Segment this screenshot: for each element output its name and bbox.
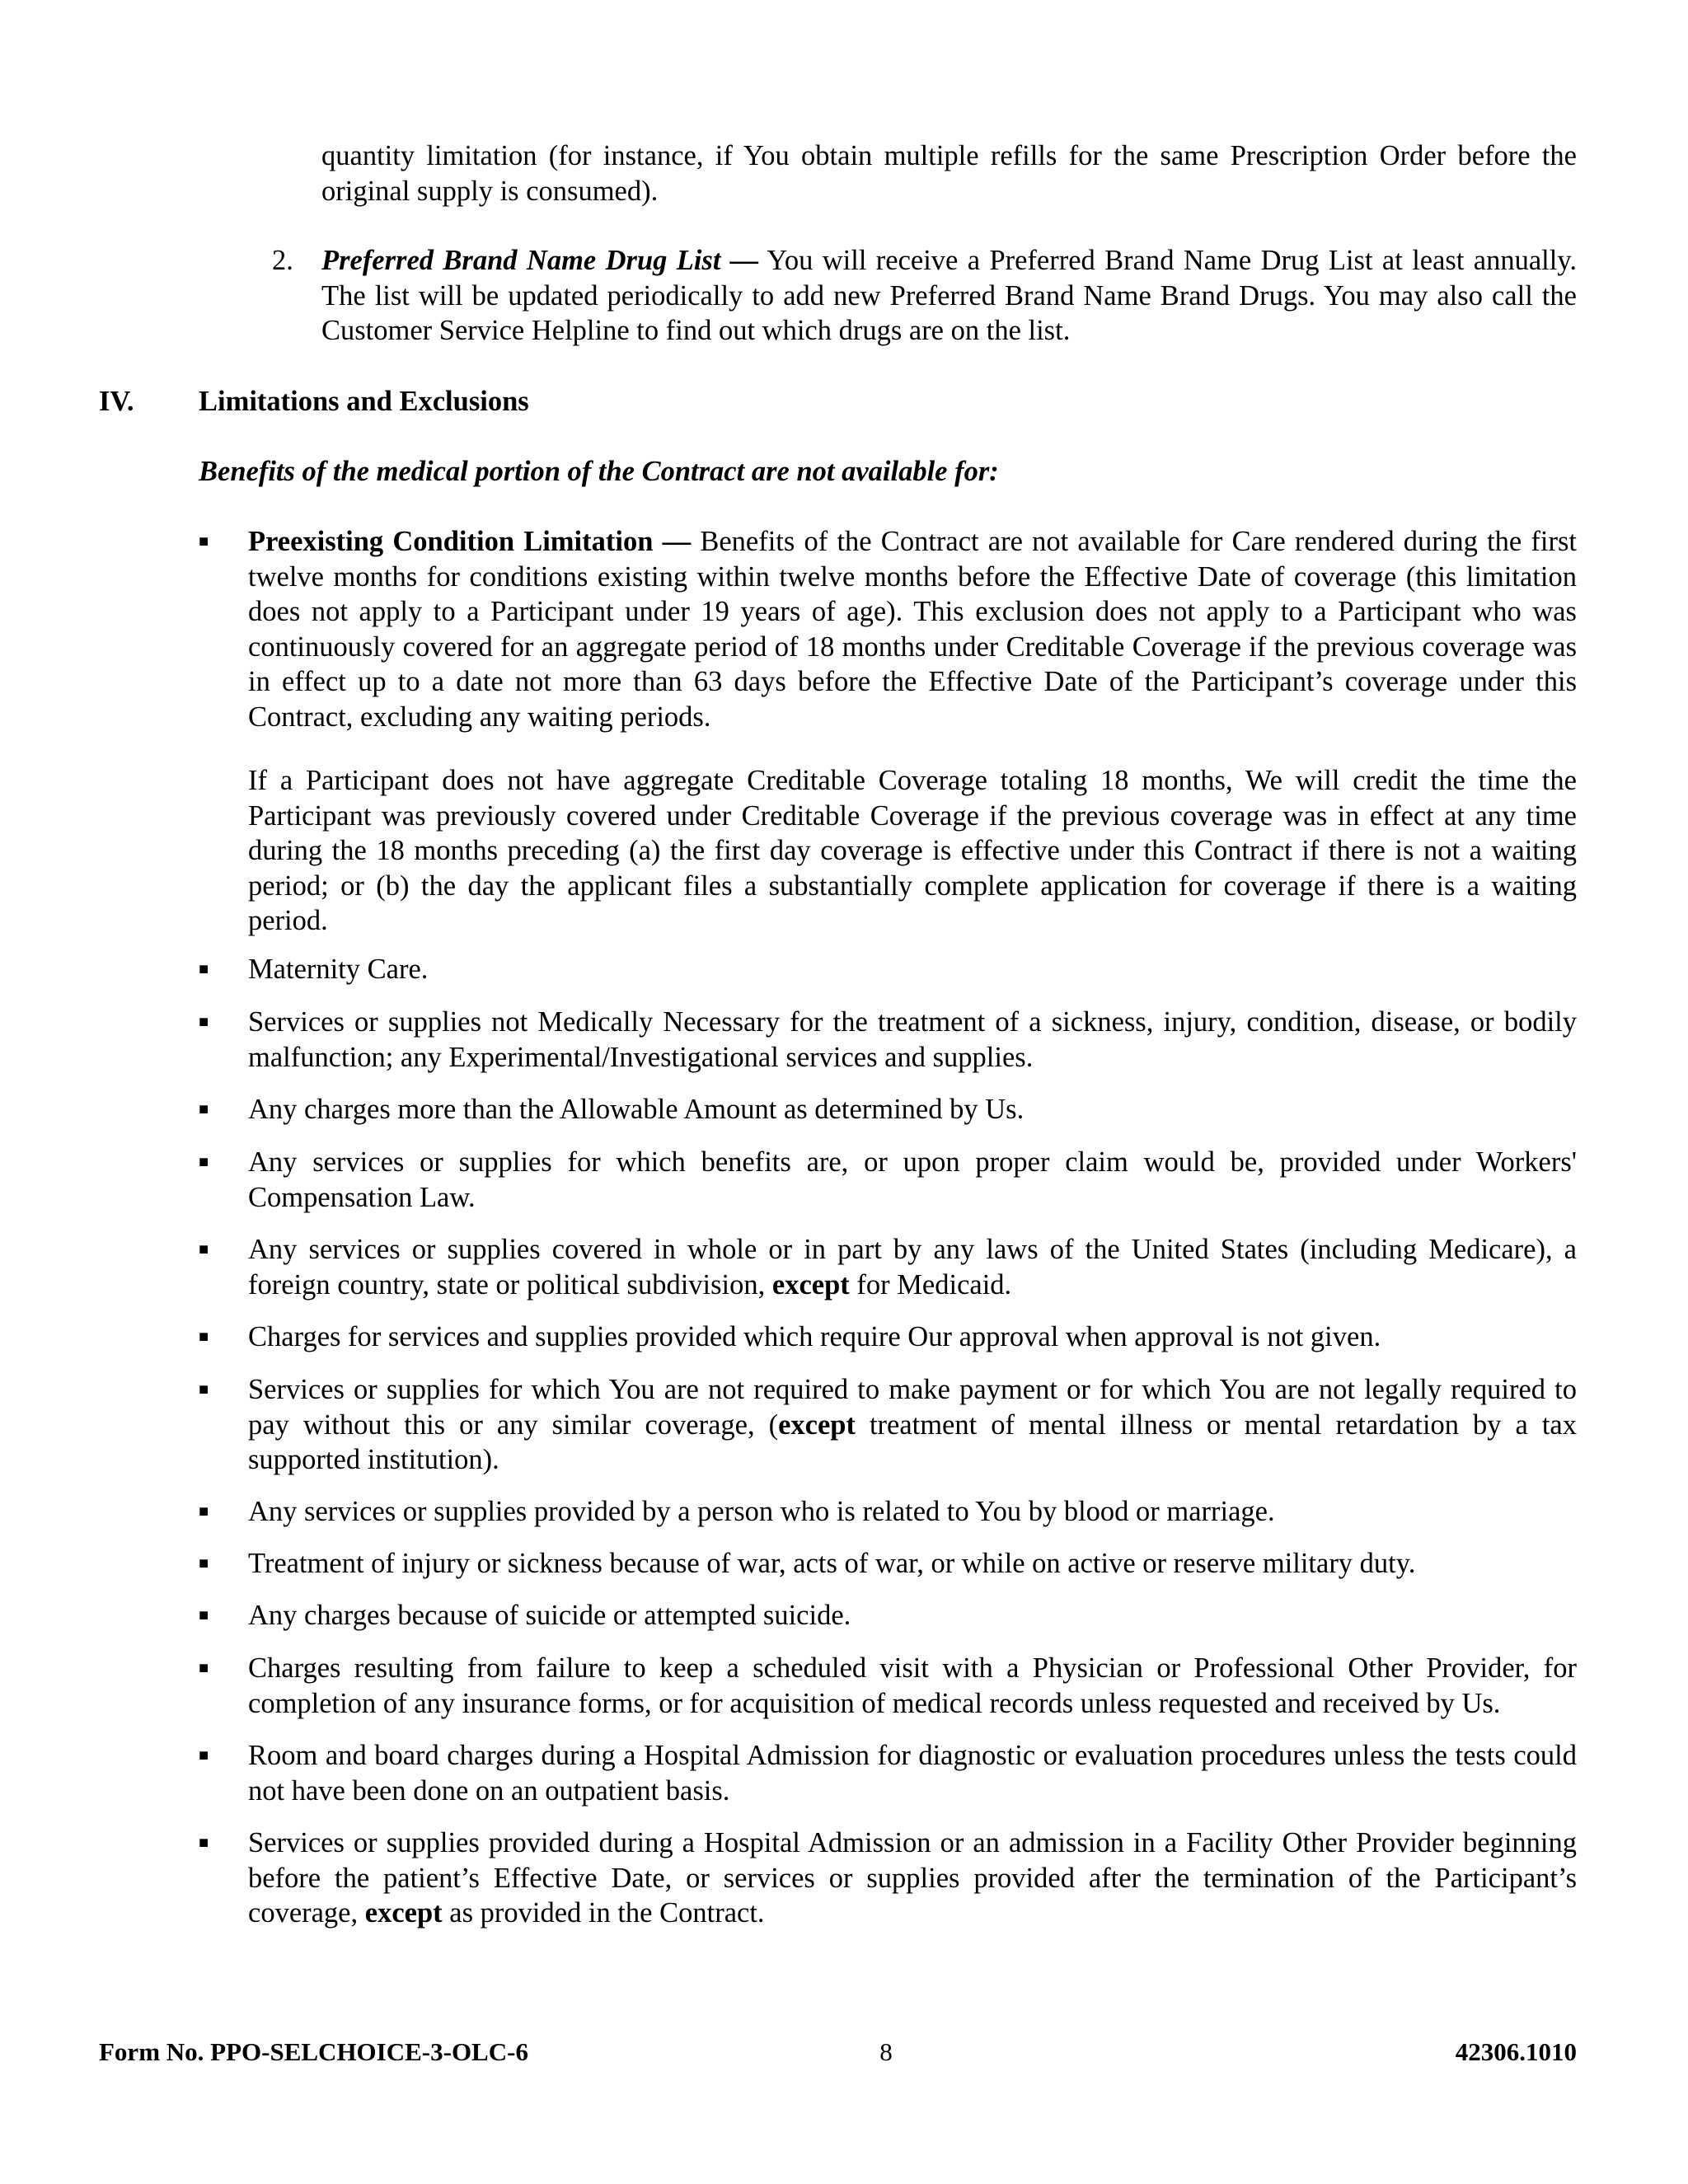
- bullet-marker: ■: [199, 1746, 209, 1765]
- footer-page-number: 8: [879, 2037, 893, 2066]
- bullet-marker: ■: [199, 1380, 209, 1399]
- footer-form-number: Form No. PPO-SELCHOICE-3-OLC-6: [99, 2037, 528, 2066]
- bullet-marker: ■: [199, 1659, 209, 1677]
- bullet-marker: ■: [199, 1328, 209, 1346]
- bullet-not-medically-necessary: Services or supplies not Medically Necessary for the treatment of a sickness, injury, condition, disease, or bodily malfunction; any Experimental/Investigational services and supplies.: [248, 1006, 1577, 1073]
- bullet-missed-visit: Charges resulting from failure to keep a scheduled visit with a Physician or Professional Other Provider, for completion of any insurance forms, or for acquisition of medical records unless requested and received by Us.: [248, 1652, 1577, 1719]
- bullet-allowable-amount: Any charges more than the Allowable Amount as determined by Us.: [248, 1094, 1025, 1125]
- bullet-marker: ■: [199, 1100, 209, 1118]
- bullet-marker: ■: [199, 1240, 209, 1258]
- item-number: 2.: [272, 245, 293, 276]
- section-title: Limitations and Exclusions: [199, 386, 529, 417]
- section-number: IV.: [99, 386, 134, 417]
- footer-code: 42306.1010: [1455, 2037, 1577, 2066]
- bullet-marker: ■: [199, 1502, 209, 1521]
- bullet-maternity-care: Maternity Care.: [248, 954, 429, 985]
- bullet-workers-compensation: Any services or supplies for which benefits are, or upon proper claim would be, provided under Workers' Compensation Law.: [248, 1146, 1577, 1213]
- preexisting-paragraph-2: If a Participant does not have aggregate Creditable Coverage totaling 18 months, We will credit the time the Participant was previously covered under Creditable Coverage if the previous coverage was in effect at any time during the 18 months preceding (a) the first day coverage is effective under this Contract if there is not a waiting period; or (b) the day the applicant files a substantially complete application for coverage if there is a waiting period.: [248, 765, 1577, 936]
- preferred-drug-list-text: You will receive a Preferred Brand Name Drug List at least annually. The list will be updated periodically to add new Preferred Brand Name Brand Drugs. You may also call the Customer Service Helpline to find out which drugs are on the list.: [321, 245, 1577, 346]
- preferred-drug-list-title: Preferred Brand Name Drug List —: [321, 245, 759, 276]
- text-segment: Any services or supplies covered in whole or in part by any laws of the United States (including Medicare), a foreign country, state or political subdivision,: [248, 1234, 1577, 1301]
- bullet-suicide: Any charges because of suicide or attempted suicide.: [248, 1600, 851, 1631]
- text-segment: as provided in the Contract.: [442, 1897, 765, 1929]
- preexisting-title: Preexisting Condition Limitation —: [248, 526, 692, 557]
- bullet-approval-not-given: Charges for services and supplies provided which require Our approval when approval is not given.: [248, 1321, 1381, 1352]
- except-emphasis: except: [778, 1408, 856, 1441]
- bullet-room-and-board: Room and board charges during a Hospital Admission for diagnostic or evaluation procedures unless the tests could not have been done on an outpatient basis.: [248, 1740, 1577, 1807]
- bullet-marker: ■: [199, 1834, 209, 1852]
- preexisting-text: Benefits of the Contract are not available for Care rendered during the first twelve months for conditions existing within twelve months before the Effective Date of coverage (this limitation does not apply to a Participant under 19 years of age). This exclusion does not apply to a Participant who was continuously covered for an aggregate period of 18 months under Creditable Coverage if the previous coverage was in effect up to a date not more than 63 days before the Effective Date of the Participant’s coverage under this Contract, excluding any waiting periods.: [248, 526, 1578, 733]
- text-segment: Services or supplies provided during a Hospital Admission or an admission in a Facility Other Provider beginning before the patient’s Effective Date, or services or supplies provided after the termination of the Participant’s coverage,: [248, 1827, 1577, 1929]
- bullet-marker: ■: [199, 1153, 209, 1171]
- section-subheading: Benefits of the medical portion of the Contract are not available for:: [199, 456, 999, 487]
- bullet-related-person: Any services or supplies provided by a person who is related to You by blood or marriage.: [248, 1496, 1275, 1527]
- continuation-paragraph: quantity limitation (for instance, if You obtain multiple refills for the same Prescription Order before the original supply is consumed).: [321, 140, 1577, 207]
- bullet-marker: ■: [199, 1606, 209, 1624]
- bullet-marker: ■: [199, 1013, 209, 1031]
- bullet-marker: ■: [199, 960, 209, 978]
- text-segment: treatment of mental illness or mental retardation by a tax supported institution).: [248, 1408, 1577, 1475]
- bullet-marker: ■: [199, 532, 209, 551]
- text-segment: for Medicaid.: [849, 1268, 1012, 1301]
- bullet-war: Treatment of injury or sickness because of war, acts of war, or while on active or reserve military duty.: [248, 1548, 1416, 1579]
- bullet-hospital-admission-timing: [248, 1825, 1577, 1931]
- bullet-preexisting-condition: [248, 524, 1577, 734]
- except-emphasis: except: [771, 1268, 850, 1301]
- text-segment: Services or supplies for which You are not required to make payment or for which You are not legally required to pay without this or any similar coverage, (: [248, 1374, 1577, 1441]
- bullet-laws-of-united-states: [248, 1232, 1577, 1302]
- preferred-drug-list-paragraph: [321, 243, 1577, 349]
- bullet-marker: ■: [199, 1554, 209, 1572]
- bullet-not-required-payment: [248, 1372, 1577, 1478]
- except-emphasis: except: [364, 1897, 443, 1929]
